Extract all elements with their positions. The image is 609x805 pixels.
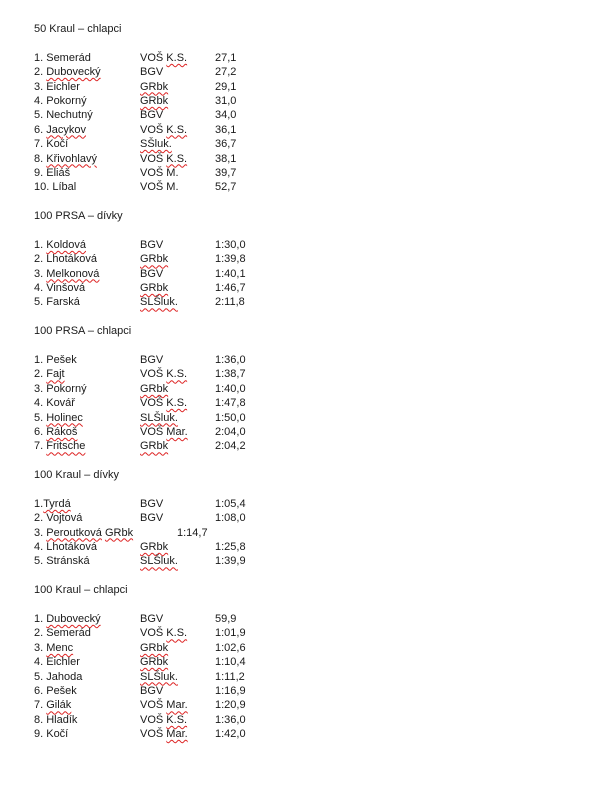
club-name: BGV — [140, 267, 164, 280]
club-name: VOŠ Mar. — [140, 699, 188, 712]
swimmer-name: 4. Vinšová — [34, 282, 86, 295]
result-row — [34, 94, 594, 108]
result-row — [34, 626, 594, 640]
result-row — [34, 425, 594, 439]
results-list — [34, 497, 594, 569]
result-row — [34, 411, 594, 425]
result-row — [34, 670, 594, 684]
result-time: 1:40,0 — [215, 382, 246, 395]
club-name: VOŠ Mar. — [140, 728, 188, 741]
club-name: BGV — [140, 66, 164, 79]
club-name: SLŠluk. — [140, 555, 178, 568]
swimmer-name: 6. Rákoš — [34, 425, 78, 438]
club-name: VOŠ Mar. — [140, 425, 188, 438]
club-name: SLŠluk. — [140, 670, 178, 683]
swimmer-name: 4. Pokorný — [34, 94, 87, 107]
swimmer-name: 5. Farská — [34, 296, 80, 309]
club-name: BGV — [140, 684, 164, 697]
results-list — [34, 353, 594, 454]
result-row — [34, 367, 594, 381]
result-time: 2:04,0 — [215, 425, 246, 438]
club-name: VOŠ K.S. — [140, 713, 188, 726]
result-row — [34, 166, 594, 180]
result-row — [34, 65, 594, 79]
swimmer-name: 1. Pešek — [34, 353, 77, 366]
result-time: 1:14,7 — [177, 526, 208, 539]
result-row — [34, 238, 594, 252]
club-name: VOŠ K.S. — [140, 627, 188, 640]
club-name: GRbk — [140, 80, 169, 93]
club-name: GRbk — [140, 541, 169, 554]
swimmer-name: 8. Křivohlavý — [34, 152, 97, 165]
swimmer-name: 3. Pokorný — [34, 382, 87, 395]
result-row — [34, 540, 594, 554]
swimmer-name: 2. Fajt — [34, 368, 65, 381]
result-time: 1:46,7 — [215, 282, 246, 295]
club-name: SLŠluk. — [140, 296, 178, 309]
swimmer-name: 3. Peroutková GRbk — [34, 526, 134, 539]
club-name: GRbk — [140, 382, 169, 395]
result-time: 36,1 — [215, 123, 237, 136]
result-row — [34, 281, 594, 295]
swimmer-name: 2. Semerád — [34, 627, 91, 640]
club-name: BGV — [140, 512, 164, 525]
section-title: 100 PRSA – chlapci — [34, 325, 132, 338]
swimmer-name: 1.Tyrdá — [34, 497, 71, 510]
result-row — [34, 698, 594, 712]
club-name: BGV — [140, 497, 164, 510]
club-name: GRbk — [140, 253, 169, 266]
result-time: 1:42,0 — [215, 728, 246, 741]
result-row — [34, 123, 594, 137]
section-title: 100 Kraul – chlapci — [34, 584, 128, 597]
result-row — [34, 180, 594, 194]
result-row — [34, 497, 594, 511]
result-row — [34, 684, 594, 698]
result-row — [34, 641, 594, 655]
result-time: 2:11,8 — [215, 296, 245, 309]
result-time: 34,0 — [215, 109, 237, 122]
club-name: VOŠ M. — [140, 181, 179, 194]
result-time: 1:02,6 — [215, 641, 246, 654]
result-time: 31,0 — [215, 94, 237, 107]
section-title: 100 PRSA – dívky — [34, 210, 123, 223]
result-row — [34, 295, 594, 309]
result-time: 38,1 — [215, 152, 237, 165]
swimmer-name: 6. Pešek — [34, 684, 77, 697]
section-title: 100 Kraul – dívky — [34, 469, 119, 482]
swimmer-name: 2. Dubovecký — [34, 66, 101, 79]
club-name: VOŠ K.S. — [140, 368, 188, 381]
club-name: BGV — [140, 109, 164, 122]
result-row — [34, 252, 594, 266]
swimmer-name: 2. Vojtová — [34, 512, 83, 525]
result-time: 39,7 — [215, 166, 237, 179]
result-row — [34, 511, 594, 525]
result-time: 36,7 — [215, 138, 237, 151]
club-name: SŠluk. — [140, 138, 172, 151]
result-row — [34, 353, 594, 367]
swimmer-name: 1. Semerád — [34, 51, 91, 64]
club-name: BGV — [140, 238, 164, 251]
results-list — [34, 51, 594, 195]
club-name: GRbk — [140, 282, 169, 295]
results-list — [34, 612, 594, 742]
result-time: 1:47,8 — [215, 397, 246, 410]
result-time: 1:38,7 — [215, 368, 246, 381]
club-name: GRbk — [140, 641, 169, 654]
result-row — [34, 439, 594, 453]
club-name: SLŠluk. — [140, 411, 178, 424]
club-name: GRbk — [140, 656, 169, 669]
club-name: VOŠ K.S. — [140, 123, 188, 136]
swimmer-name: 4. Eichler — [34, 656, 80, 669]
club-name: VOŠ M. — [140, 166, 179, 179]
swimmer-name: 5. Nechutný — [34, 109, 93, 122]
result-time: 27,2 — [215, 66, 237, 79]
results-list — [34, 238, 594, 310]
result-time: 1:20,9 — [215, 699, 246, 712]
result-row — [34, 51, 594, 65]
result-time: 29,1 — [215, 80, 237, 93]
result-row — [34, 713, 594, 727]
document-body — [34, 22, 594, 756]
swimmer-name: 7. Gilák — [34, 699, 72, 712]
result-time: 59,9 — [215, 613, 237, 626]
swimmer-name: 8. Hladík — [34, 713, 78, 726]
result-time: 1:10,4 — [215, 656, 246, 669]
result-time: 1:25,8 — [215, 541, 246, 554]
result-time: 1:01,9 — [215, 627, 246, 640]
result-row — [34, 612, 594, 626]
swimmer-name: 4. Kovář — [34, 397, 75, 410]
result-time: 1:36,0 — [215, 353, 246, 366]
result-row — [34, 267, 594, 281]
swimmer-name: 3. Melkonová — [34, 267, 100, 280]
result-row — [34, 554, 594, 568]
club-name: VOŠ K.S. — [140, 152, 188, 165]
result-row — [34, 137, 594, 151]
result-time: 1:50,0 — [215, 411, 246, 424]
swimmer-name: 10. Líbal — [34, 181, 77, 194]
swimmer-name: 1. Dubovecký — [34, 613, 101, 626]
result-time: 27,1 — [215, 51, 237, 64]
swimmer-name: 4. Lhotáková — [34, 541, 97, 554]
swimmer-name: 9. Kočí — [34, 728, 69, 741]
club-name: GRbk — [140, 94, 169, 107]
club-name: VOŠ K.S. — [140, 397, 188, 410]
club-name: BGV — [140, 353, 164, 366]
section-title: 50 Kraul – chlapci — [34, 23, 122, 35]
result-time: 1:08,0 — [215, 512, 246, 525]
result-time: 1:39,9 — [215, 555, 246, 568]
swimmer-name: 9. Eliáš — [34, 166, 71, 179]
result-row — [34, 382, 594, 396]
club-name: BGV — [140, 613, 164, 626]
swimmer-name: 5. Stránská — [34, 555, 90, 568]
result-time: 2:04,2 — [215, 440, 246, 453]
result-time: 1:05,4 — [215, 497, 246, 510]
swimmer-name: 3. Menc — [34, 641, 74, 654]
result-row — [34, 526, 594, 540]
result-row — [34, 655, 594, 669]
result-row — [34, 396, 594, 410]
result-row — [34, 727, 594, 741]
result-time: 1:11,2 — [215, 670, 245, 683]
result-time: 1:39,8 — [215, 253, 246, 266]
swimmer-name: 5. Holinec — [34, 411, 83, 424]
result-time: 1:30,0 — [215, 238, 246, 251]
result-time: 1:16,9 — [215, 684, 246, 697]
swimmer-name: 7. Fritsche — [34, 440, 86, 453]
result-row — [34, 80, 594, 94]
swimmer-name: 6. Jacykov — [34, 123, 86, 136]
swimmer-name: 2. Lhotáková — [34, 253, 97, 266]
result-time: 52,7 — [215, 181, 237, 194]
club-name: VOŠ K.S. — [140, 51, 188, 64]
result-time: 1:40,1 — [215, 267, 246, 280]
result-row — [34, 108, 594, 122]
swimmer-name: 5. Jahoda — [34, 670, 83, 683]
result-row — [34, 152, 594, 166]
swimmer-name: 1. Koldová — [34, 238, 86, 251]
result-time: 1:36,0 — [215, 713, 246, 726]
club-name: GRbk — [140, 440, 169, 453]
swimmer-name: 3. Eichler — [34, 80, 80, 93]
swimmer-name: 7. Kočí — [34, 138, 69, 151]
